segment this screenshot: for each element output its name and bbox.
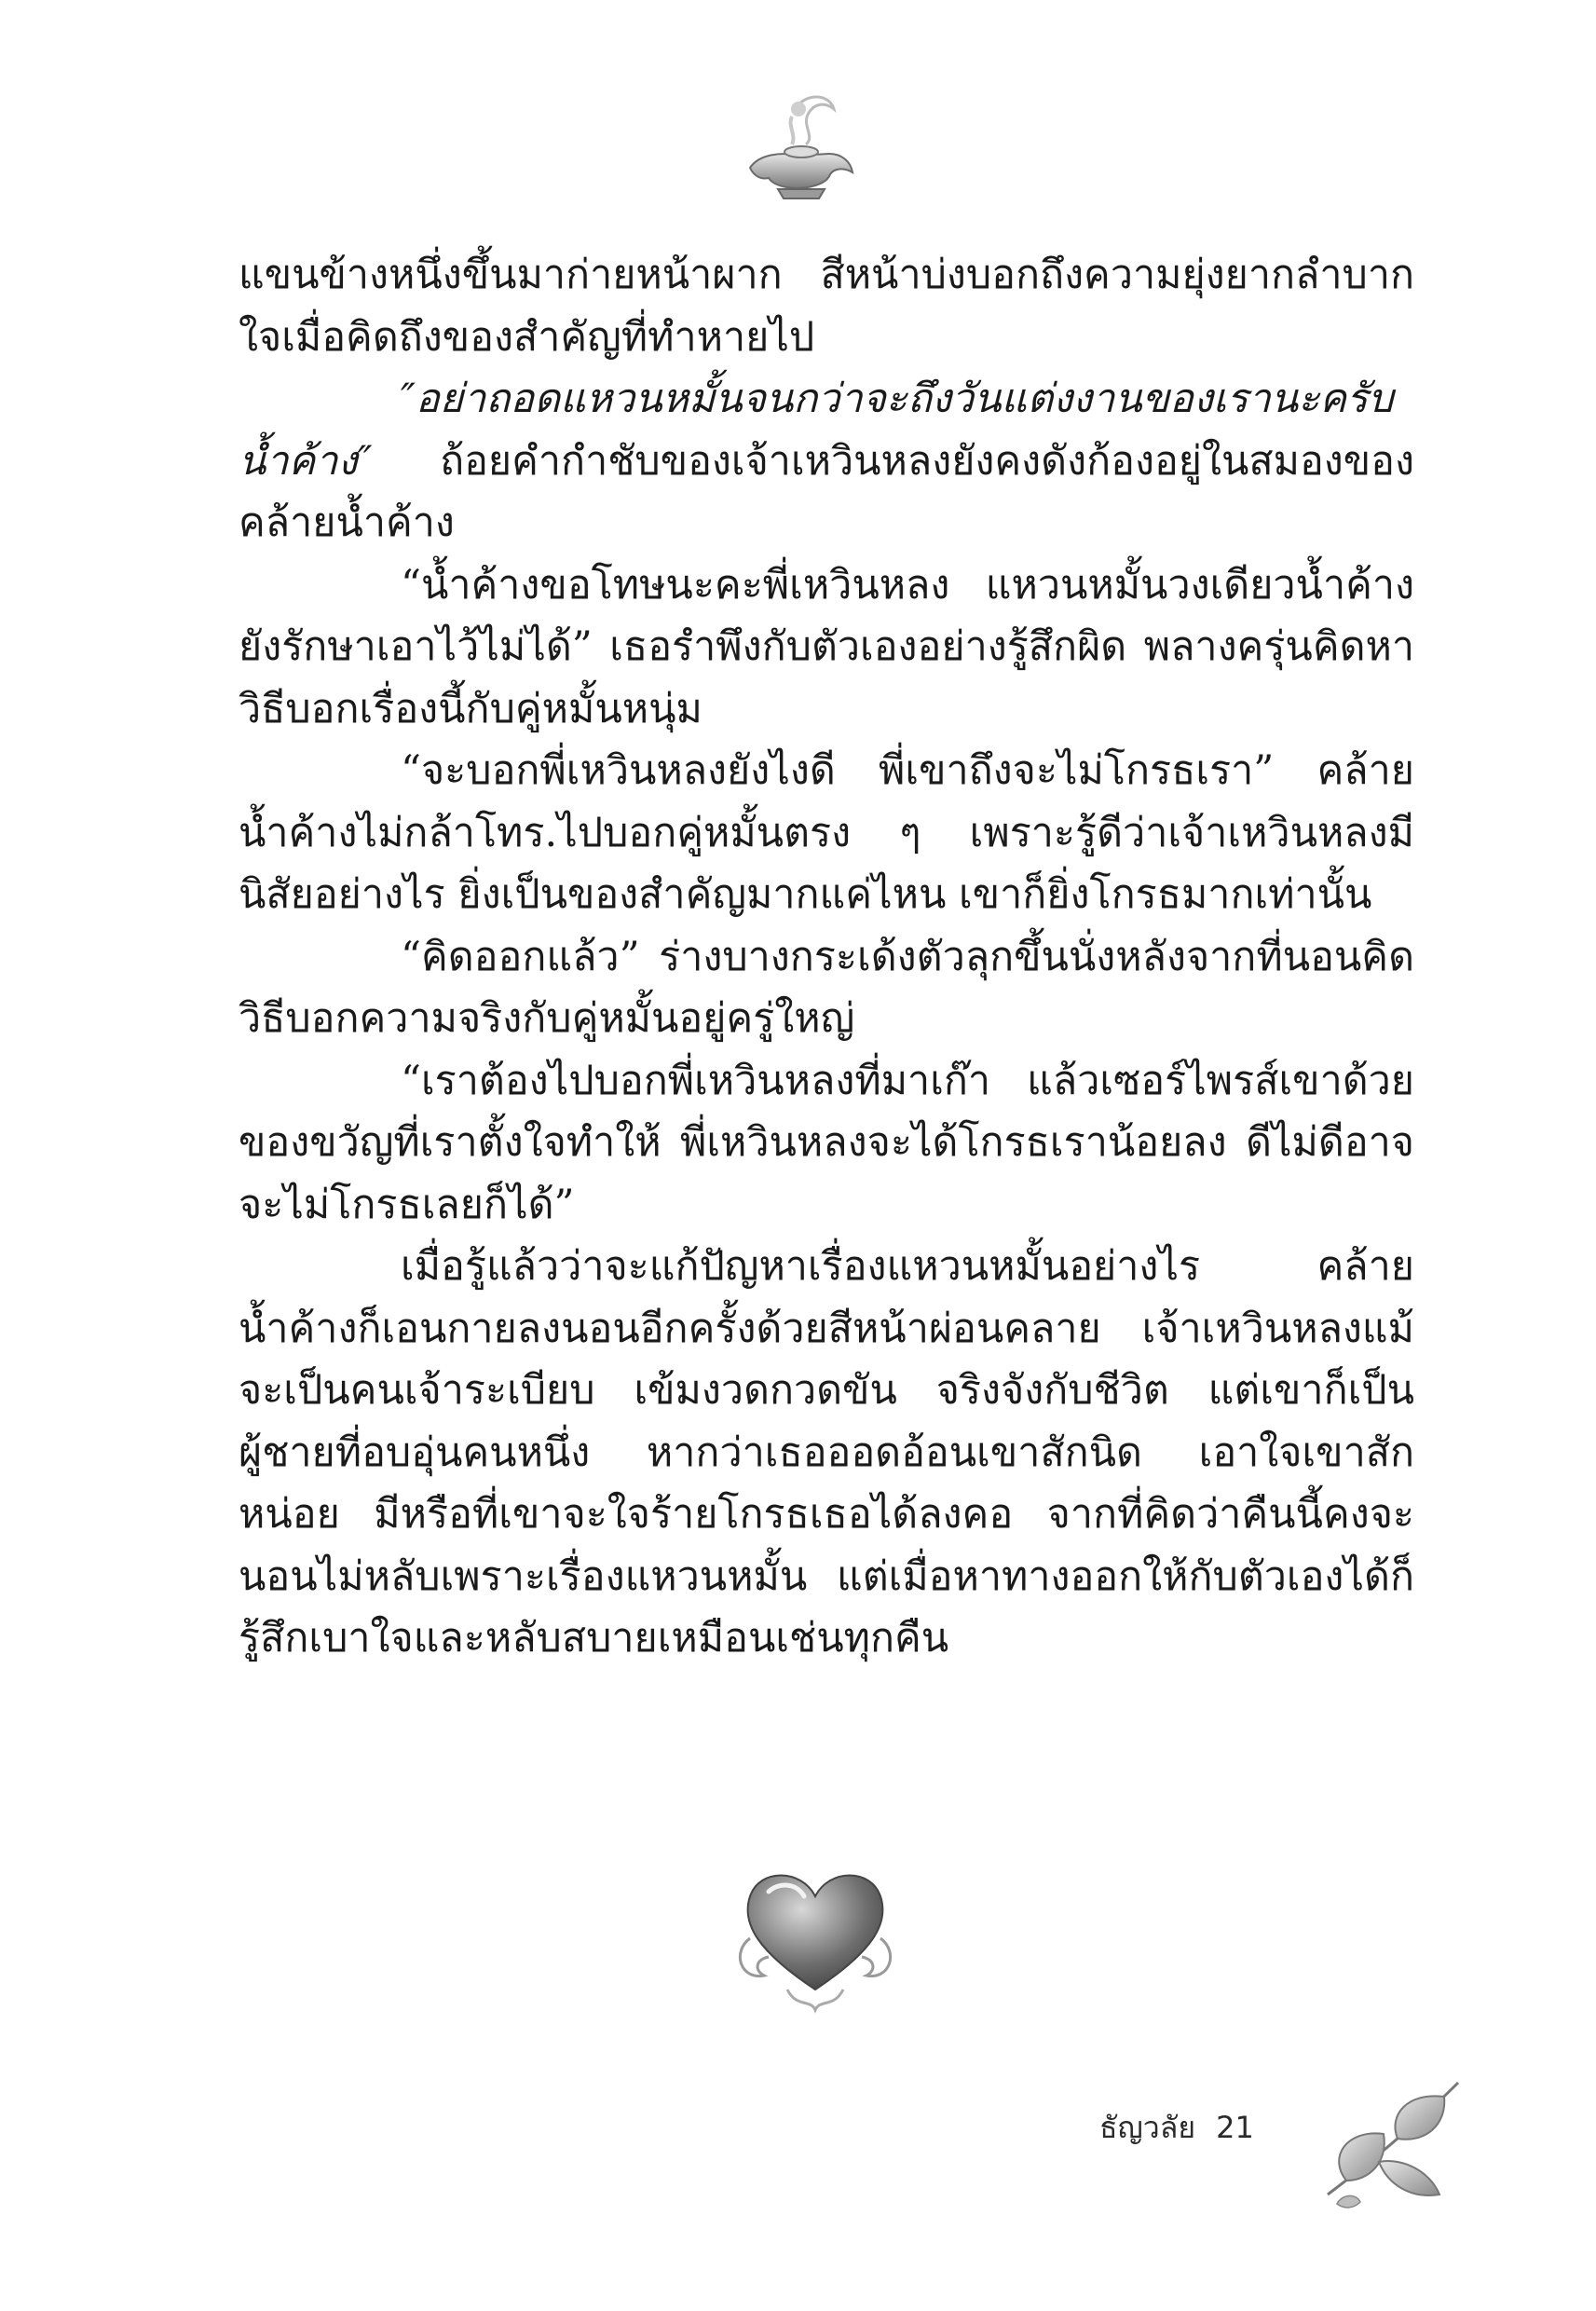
paragraph-7: เมื่อรู้แล้วว่าจะแก้ปัญหาเรื่องแหวนหมั้นอย่างไร คล้ายน้ำค้างก็เอนกายลงนอนอีกครั้งด้วยสีหน้าผ่อนคลาย เจ้าเหวินหลงแม้จะเป็นคนเจ้าระเบียบ เข้มงวดกวดขัน จริงจังกับชีวิต แต่เขาก็เป็นผู้ชายที่อบอุ่นคนหนึ่ง หากว่าเธอออดอ้อนเขาสักนิด เอาใจเขาสักหน่อย มีหรือที่เขาจะใจร้ายโกรธเธอได้ลงคอ จากที่คิดว่าคืนนี้คงจะนอนไม่หลับเพราะเรื่องแหวนหมั้น แต่เมื่อหาทางออกให้กับตัวเองได้ก็รู้สึกเบาใจและหลับสบายเหมือนเช่นทุกคืน — [239, 1243, 1414, 1661]
paragraph-2-text: ถ้อยคำกำชับของเจ้าเหวินหลงยังคงดังก้องอยู่ในสมองของคล้ายน้ำค้าง — [239, 437, 1414, 546]
paragraph-6: “เราต้องไปบอกพี่เหวินหลงที่มาเก๊า แล้วเซอร์ไพรส์เขาด้วยของขวัญที่เราตั้งใจทำให้ พี่เหวินหลงจะได้โกรธเราน้อยลง ดีไม่ดีอาจจะไม่โกรธเลยก็ได้” — [239, 1057, 1414, 1228]
page-number: 21 — [1216, 2110, 1254, 2145]
body-text — [239, 244, 1414, 1670]
leaf-icon — [1309, 2064, 1472, 2213]
page-footer — [1099, 2104, 1254, 2152]
paragraph-2-quote: ″อย่าถอดแหวนหมั้นจนกว่าจะถึงวันแต่งงานของเรานะครับน้ำค้าง″ — [239, 376, 1394, 485]
paragraph-2 — [239, 368, 1414, 554]
paragraph-4: “จะบอกพี่เหวินหลงยังไงดี พี่เขาถึงจะไม่โกรธเรา” คล้ายน้ำค้างไม่กล้าโทร.ไปบอกคู่หมั้นตรง ๆ เพราะรู้ดีว่าเจ้าเหวินหลงมีนิสัยอย่างไร ยิ่งเป็นของสำคัญมากแค่ไหน เขาก็ยิ่งโกรธมากเท่านั้น — [239, 747, 1414, 918]
paragraph-5: “คิดออกแล้ว” ร่างบางกระเด้งตัวลุกขึ้นนั่งหลังจากที่นอนคิดวิธีบอกความจริงกับคู่หมั้นอยู่ครู่ใหญ่ — [239, 933, 1414, 1042]
footer-author: ธัญวลัย — [1099, 2110, 1196, 2145]
heart-icon — [722, 1850, 908, 2017]
genie-lamp-icon — [741, 89, 862, 210]
paragraph-1: แขนข้างหนึ่งขึ้นมาก่ายหน้าผาก สีหน้าบ่งบอกถึงความยุ่งยากลำบากใจเมื่อคิดถึงของสำคัญที่ทำหายไป — [239, 252, 1414, 361]
paragraph-3: “น้ำค้างขอโทษนะคะพี่เหวินหลง แหวนหมั้นวงเดียวน้ำค้างยังรักษาเอาไว้ไม่ได้” เธอรำพึงกับตัวเองอย่างรู้สึกผิด พลางครุ่นคิดหาวิธีบอกเรื่องนี้กับคู่หมั้นหนุ่ม — [239, 561, 1414, 732]
